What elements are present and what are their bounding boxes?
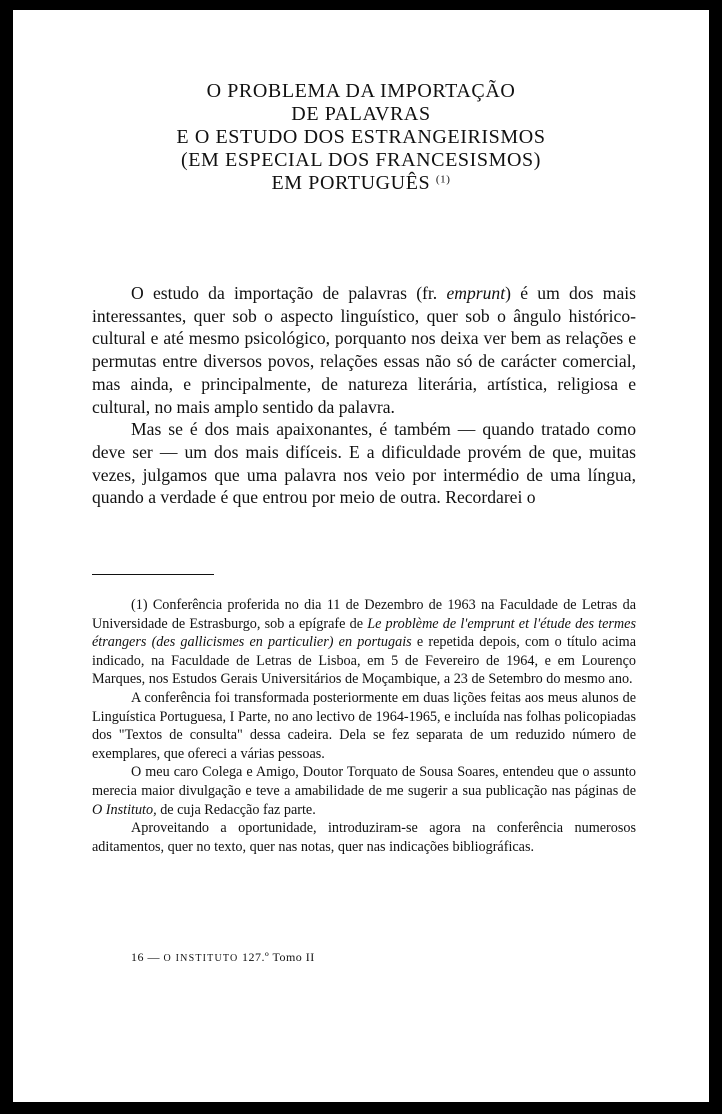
footnote-1-start: Conferência proferida no dia 11 de Dezembro de 1963 na Faculdade de Letras da Universidade de Estrasburgo, sob a epígrafe de [92, 597, 636, 632]
title-line-3: E O ESTUDO DOS ESTRANGEIRISMOS [176, 126, 546, 148]
title-line-5 [113, 172, 609, 195]
footnote-1-end: e repetida depois, com o título acima indicado, na Faculdade de Letras de Lisboa, em 5 de Fevereiro de 1964, e em Lourenço Marques, nos Estudos Gerais Universitários de Moçambique, a 23 de Setembro do mesmo ano. [92, 634, 636, 688]
title-line-2: DE PALAVRAS [291, 103, 431, 125]
title-footnote-ref[interactable]: (1) [435, 173, 451, 186]
footnote-1-marker: (1) [131, 597, 148, 613]
body-p1-end: ) é um dos mais interessantes, quer sob o aspecto linguístico, quer sob o ângulo histórico-cultural e até mesmo psicológico, porquanto nos deixa ver bem as relações e permutas entre diversos povos, relações essas não só de carácter comercial, mas ainda, e principalmente, de natureza literária, artística, religiosa e cultural, no mais amplo sentido da palavra. [92, 283, 636, 417]
body-paragraph-2: Mas se é dos mais apaixonantes, é também — quando tratado como deve ser — um dos mais difíceis. E a dificuldade provém de que, muitas vezes, julgamos que uma palavra nos veio por intermédio de uma língua, quando a verdade é que entrou por meio de outra. Recordarei o [92, 419, 636, 508]
footnote-1 [92, 596, 636, 689]
body-text [92, 282, 636, 509]
footnote-paragraph-4: Aproveitando a oportunidade, introduziram-se agora na conferência numerosos aditamentos, quer no texto, quer nas notas, quer nas indicações bibliográficas. [92, 820, 636, 855]
body-paragraph-1 [92, 282, 636, 418]
body-p1-start: O estudo da importação de palavras (fr. [131, 283, 447, 303]
title-line-4: (EM ESPECIAL DOS FRANCESISMOS) [180, 149, 542, 171]
title-line-5-text: EM PORTUGUÊS [271, 172, 431, 194]
body-p1-term: emprunt [446, 283, 506, 303]
footnote-3-journal: O Instituto, [92, 801, 157, 818]
title-line-1: O PROBLEMA DA IMPORTAÇÃO [206, 80, 516, 102]
document-page [13, 10, 709, 1102]
footnotes [92, 596, 636, 856]
article-title [113, 80, 609, 195]
footer-sheet: 16 — [131, 950, 164, 964]
footnote-paragraph-2: A conferência foi transformada posteriormente em duas lições feitas aos meus alunos de Linguística Portuguesa, I Parte, no ano lectivo de 1964-1965, e incluída nas folhas policopiadas dos "Textos de consulta" dessa cadeira. Dela se fez separata de um reduzido número de exemplares, que ofereci a várias pessoas. [92, 689, 636, 762]
footnote-3-end: de cuja Redacção faz parte. [156, 801, 316, 818]
footer-journal: O INSTITUTO [163, 953, 239, 964]
footnote-paragraph-3 [92, 763, 636, 819]
signature-footer [131, 949, 315, 967]
footnote-1-title: Le problème de l'emprunt et l'étude des termes étrangers (des gallicismes en particulier) en portugais [92, 615, 636, 651]
footnote-separator [92, 574, 214, 575]
footer-volume: 127.º Tomo II [238, 950, 315, 964]
footnote-3-start: O meu caro Colega e Amigo, Doutor Torquato de Sousa Soares, entendeu que o assunto merecia maior divulgação e teve a amabilidade de me sugerir a sua publicação nas páginas de [92, 764, 636, 799]
